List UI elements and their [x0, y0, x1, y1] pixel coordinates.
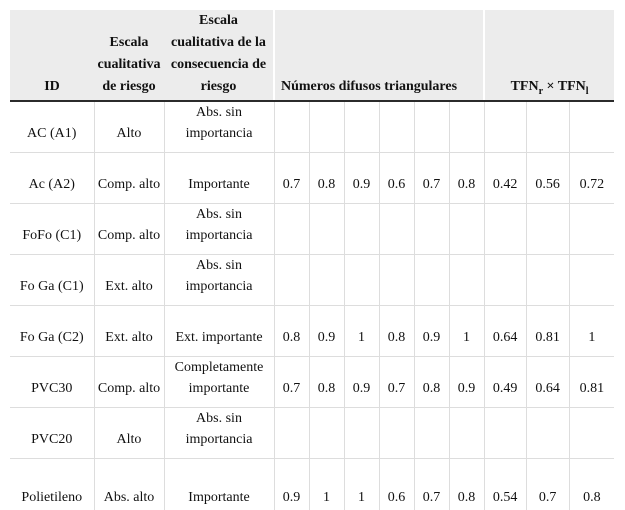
cell-value: 0.8	[569, 459, 614, 510]
cell-value	[526, 255, 569, 306]
cell-risk: Ext. alto	[94, 306, 164, 357]
cell-consequence: Completamente importante	[164, 357, 274, 408]
cell-value: 0.7	[414, 153, 449, 204]
cell-value	[569, 408, 614, 459]
cell-value: 0.72	[569, 153, 614, 204]
header-tfn-product-sub-l: l	[585, 85, 589, 97]
cell-value: 0.9	[449, 357, 484, 408]
cell-value	[274, 101, 309, 153]
header-id: ID	[10, 10, 94, 101]
cell-value	[449, 255, 484, 306]
cell-risk: Comp. alto	[94, 153, 164, 204]
cell-value: 0.8	[274, 306, 309, 357]
table-row	[10, 408, 614, 459]
cell-id: Ac (A2)	[10, 153, 94, 204]
cell-value: 1	[344, 306, 379, 357]
cell-value: 0.9	[309, 306, 344, 357]
header-tfn-product-sub-r: r	[538, 85, 544, 97]
cell-id: PVC30	[10, 357, 94, 408]
cell-value	[569, 101, 614, 153]
cell-value	[274, 255, 309, 306]
table-row	[10, 204, 614, 255]
cell-value	[274, 408, 309, 459]
cell-value	[344, 408, 379, 459]
cell-value: 0.8	[449, 459, 484, 510]
cell-value: 1	[449, 306, 484, 357]
cell-value	[569, 204, 614, 255]
cell-value: 0.7	[274, 357, 309, 408]
table-row	[10, 306, 614, 357]
cell-value	[379, 204, 414, 255]
cell-value: 0.64	[484, 306, 526, 357]
cell-value: 0.9	[344, 357, 379, 408]
cell-value: 0.81	[526, 306, 569, 357]
cell-risk: Alto	[94, 101, 164, 153]
cell-value: 0.81	[569, 357, 614, 408]
cell-id: FoFo (C1)	[10, 204, 94, 255]
table-row	[10, 255, 614, 306]
cell-value: 0.64	[526, 357, 569, 408]
cell-value: 0.49	[484, 357, 526, 408]
cell-id: Fo Ga (C1)	[10, 255, 94, 306]
cell-risk: Comp. alto	[94, 204, 164, 255]
cell-value: 0.56	[526, 153, 569, 204]
cell-value: 0.9	[414, 306, 449, 357]
cell-value	[344, 204, 379, 255]
cell-value	[379, 255, 414, 306]
cell-value	[569, 255, 614, 306]
header-tfn-product	[484, 10, 614, 101]
cell-value	[274, 204, 309, 255]
cell-value	[484, 408, 526, 459]
cell-value	[414, 101, 449, 153]
cell-value: 0.6	[379, 153, 414, 204]
cell-value	[414, 255, 449, 306]
cell-value: 0.54	[484, 459, 526, 510]
cell-value: 1	[344, 459, 379, 510]
cell-risk: Comp. alto	[94, 357, 164, 408]
cell-consequence: Importante	[164, 459, 274, 510]
cell-consequence: Abs. sin importancia	[164, 101, 274, 153]
cell-value	[309, 408, 344, 459]
cell-value: 1	[309, 459, 344, 510]
cell-value: 0.8	[414, 357, 449, 408]
cell-value	[309, 255, 344, 306]
cell-value: 0.9	[274, 459, 309, 510]
cell-value: 0.8	[379, 306, 414, 357]
cell-value: 0.6	[379, 459, 414, 510]
cell-id: PVC20	[10, 408, 94, 459]
cell-value	[484, 204, 526, 255]
cell-value	[449, 204, 484, 255]
header-row	[10, 10, 614, 101]
cell-value	[379, 101, 414, 153]
cell-consequence: Importante	[164, 153, 274, 204]
cell-value	[379, 408, 414, 459]
cell-consequence: Ext. importante	[164, 306, 274, 357]
table-row	[10, 459, 614, 510]
header-triangular-fuzzy-numbers: Números difusos triangulares	[274, 10, 484, 101]
cell-risk: Abs. alto	[94, 459, 164, 510]
cell-consequence: Abs. sin importancia	[164, 255, 274, 306]
cell-value: 1	[569, 306, 614, 357]
cell-value: 0.7	[526, 459, 569, 510]
header-tfn-product-prefix: TFN	[510, 79, 539, 94]
header-consequence-scale: Escala cualitativa de la consecuencia de riesgo	[164, 10, 274, 101]
header-tfn-product-mid: × TFN	[543, 79, 586, 94]
cell-value	[526, 101, 569, 153]
cell-value: 0.8	[309, 357, 344, 408]
table-row	[10, 357, 614, 408]
cell-value	[344, 101, 379, 153]
cell-risk: Alto	[94, 408, 164, 459]
cell-value: 0.7	[414, 459, 449, 510]
table-row	[10, 153, 614, 204]
cell-value: 0.9	[344, 153, 379, 204]
cell-value	[526, 204, 569, 255]
risk-table	[10, 10, 614, 510]
cell-id: Fo Ga (C2)	[10, 306, 94, 357]
cell-value	[309, 101, 344, 153]
cell-risk: Ext. alto	[94, 255, 164, 306]
cell-value: 0.42	[484, 153, 526, 204]
cell-value: 0.8	[449, 153, 484, 204]
cell-value	[414, 408, 449, 459]
cell-value	[309, 204, 344, 255]
cell-value	[484, 255, 526, 306]
cell-consequence: Abs. sin importancia	[164, 408, 274, 459]
cell-id: AC (A1)	[10, 101, 94, 153]
cell-value	[449, 408, 484, 459]
header-risk-scale: Escala cualitativa de riesgo	[94, 10, 164, 101]
cell-consequence: Abs. sin importancia	[164, 204, 274, 255]
cell-value	[526, 408, 569, 459]
cell-value	[344, 255, 379, 306]
cell-id: Polietileno	[21, 489, 83, 505]
cell-value	[449, 101, 484, 153]
cell-value	[484, 101, 526, 153]
cell-value: 0.8	[309, 153, 344, 204]
cell-value: 0.7	[379, 357, 414, 408]
cell-value: 0.7	[274, 153, 309, 204]
cell-value	[414, 204, 449, 255]
table-row	[10, 101, 614, 153]
